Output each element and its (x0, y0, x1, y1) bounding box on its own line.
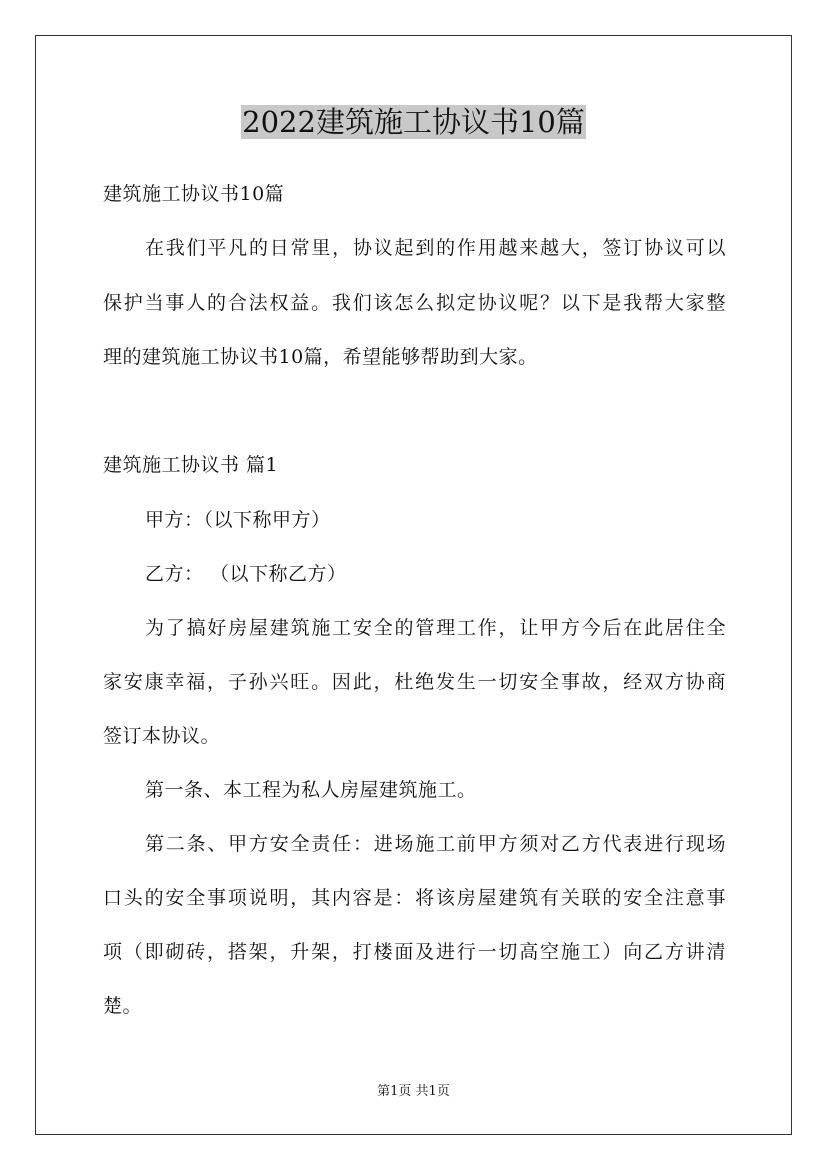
section-heading: 建筑施工协议书 篇1 (103, 454, 279, 476)
paragraph-line: 楚。 (103, 995, 143, 1017)
subtitle-line: 建筑施工协议书10篇 (103, 183, 285, 205)
document-title-text: 2022建筑施工协议书10篇 (242, 105, 585, 139)
party-b-line: 乙方： （以下称乙方） (145, 563, 347, 585)
paragraph-line: 为了搞好房屋建筑施工安全的管理工作，让甲方今后在此居住全 (145, 617, 726, 639)
paragraph-line: 家安康幸福，子孙兴旺。因此，杜绝发生一切安全事故，经双方协商 (103, 671, 726, 693)
paragraph-line: 项（即砌砖，搭架，升架，打楼面及进行一切高空施工）向乙方讲清 (103, 941, 726, 963)
page-number-footer: 第1页 共1页 (377, 1084, 450, 1099)
paragraph-line: 口头的安全事项说明，其内容是：将该房屋建筑有关联的安全注意事 (103, 887, 726, 909)
article-line: 第一条、本工程为私人房屋建筑施工。 (145, 779, 477, 801)
paragraph-line: 在我们平凡的日常里，协议起到的作用越来越大，签订协议可以 (145, 237, 726, 259)
party-a-line: 甲方：（以下称甲方） (145, 509, 331, 531)
article-line: 第二条、甲方安全责任：进场施工前甲方须对乙方代表进行现场 (145, 833, 726, 855)
document-title (0, 101, 827, 143)
paragraph-line: 签订本协议。 (103, 725, 221, 747)
paragraph-line: 保护当事人的合法权益。我们该怎么拟定协议呢？以下是我帮大家整 (103, 292, 726, 314)
paragraph-line: 理的建筑施工协议书10篇，希望能够帮助到大家。 (103, 346, 538, 368)
